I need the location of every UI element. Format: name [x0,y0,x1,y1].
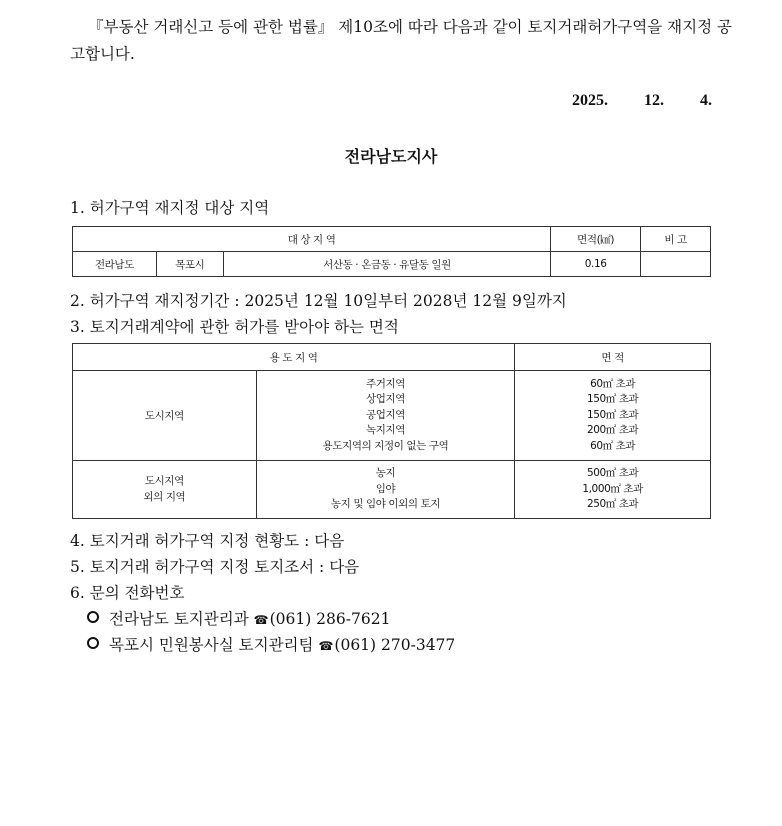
cell-province: 전라남도 [73,252,157,277]
circle-bullet-icon [87,637,99,649]
contact-province [87,607,390,629]
list-item: 주거지역 [365,377,405,390]
telephone-icon: ☎ [253,613,269,627]
non-urban-areas [515,461,711,519]
designated-area-table [72,226,711,277]
list-item: 200㎡ 초과 [586,424,639,437]
non-urban-label [73,461,257,519]
label-line: 도시지역 [144,475,184,487]
list-item: 60㎡ 초과 [590,439,636,452]
permit-area-table [72,343,711,519]
non-urban-zones [256,461,515,519]
section5-heading: 5. 토지거래 허가구역 지정 토지조서 : 다음 [70,558,360,576]
list-item: 임야 [375,482,396,495]
section1-heading: 1. 허가구역 재지정 대상 지역 [70,199,270,217]
list-item: 1,000㎡ 초과 [582,482,643,495]
section6-heading: 6. 문의 전화번호 [70,584,185,602]
list-item: 150㎡ 초과 [586,393,639,406]
notice-line-2: 고합니다. [70,45,135,63]
header-note: 비 고 [641,227,711,252]
cell-city: 목포시 [156,252,223,277]
section2-heading: 2. 허가구역 재지정기간 : 2025년 12월 10일부터 2028년 12월 9일까지 [70,292,567,310]
list-item: 농지 [375,467,396,480]
section4-heading: 4. 토지거래 허가구역 지정 현황도 : 다음 [70,532,345,550]
cell-towns: 서산동 · 온금동 · 유달동 일원 [223,252,550,277]
contact-dept: 목포시 민원봉사실 토지관리팀 [109,636,314,654]
urban-label: 도시지역 [73,371,257,461]
circle-bullet-icon [87,611,99,623]
list-item: 250㎡ 초과 [586,498,639,511]
contact-phone: (061) 270-3477 [334,636,456,654]
label-line: 외의 지역 [143,490,186,503]
list-item: 용도지역의 지정이 없는 구역 [322,439,449,452]
notice-line-1: 『부동산 거래신고 등에 관한 법률』 제10조에 따라 다음과 같이 토지거래허가구역을 재지정 공 [88,18,732,36]
contact-city [87,633,455,655]
cell-note [641,252,711,277]
list-item: 60㎡ 초과 [590,377,636,390]
urban-areas [515,371,711,461]
list-item: 녹지지역 [365,424,405,437]
telephone-icon: ☎ [318,639,334,653]
list-item: 공업지역 [365,408,405,421]
issuer-name: 전라남도지사 [344,147,438,166]
cell-area: 0.16 [551,252,641,277]
list-item: 500㎡ 초과 [586,467,639,480]
contact-phone: (061) 286-7621 [269,610,391,628]
header-region: 대 상 지 역 [73,227,551,252]
notice-paragraph [70,14,732,68]
urban-zones [256,371,515,461]
list-item: 150㎡ 초과 [586,408,639,421]
header-permit-area: 면 적 [515,344,711,371]
list-item: 상업지역 [365,393,405,406]
notice-date: 2025. 12. 4. [572,92,712,109]
list-item: 농지 및 임야 이외의 토지 [330,498,441,511]
section3-heading: 3. 토지거래계약에 관한 허가를 받아야 하는 면적 [70,318,399,336]
header-area: 면적(㎢) [551,227,641,252]
header-zone: 용 도 지 역 [73,344,515,371]
contact-dept: 전라남도 토지관리과 [109,610,249,628]
